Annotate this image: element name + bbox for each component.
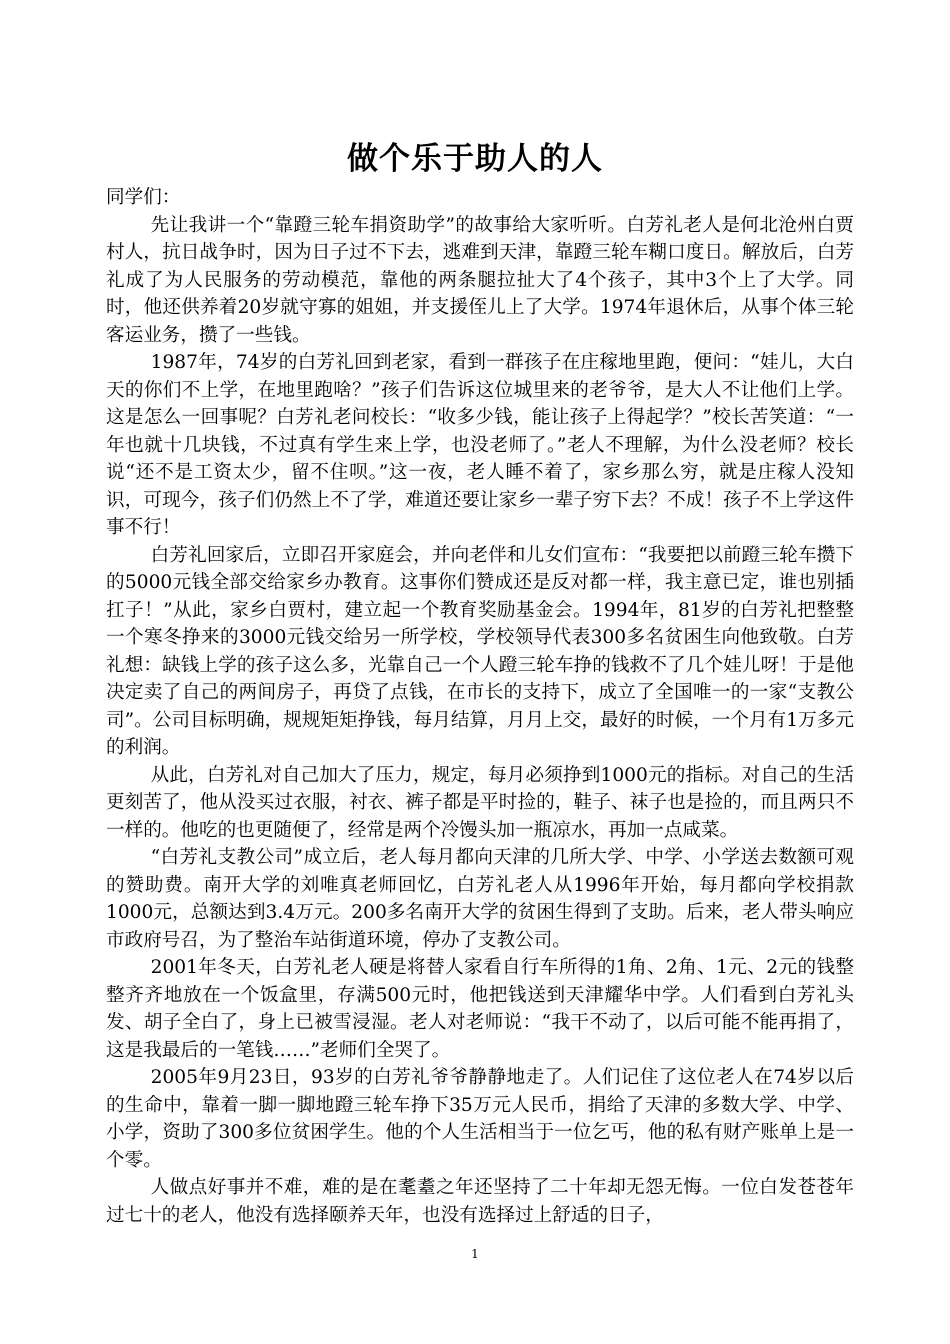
paragraph-8: 人做点好事并不难，难的是在耄耋之年还坚持了二十年却无怨无悔。一位白发苍苍年过七十的老人，他没有选择颐养天年，也没有选择过上舒适的日子， <box>106 1177 854 1226</box>
paragraph-7: 2005年9月23日，93岁的白芳礼爷爷静静地走了。人们记住了这位老人在74岁以后的生命中，靠着一脚一脚地蹬三轮车挣下35万元人民币，捐给了天津的多数大学、中学、小学，资助了300多位贫困学生。他的个人生活相当于一位乞丐，他的私有财产账单上是一个零。 <box>106 1067 854 1171</box>
document-title: 做个乐于助人的人 <box>347 140 603 177</box>
salutation: 同学们： <box>106 187 181 208</box>
paragraph-3: 白芳礼回家后，立即召开家庭会，并向老伴和儿女们宣布：“我要把以前蹬三轮车攒下的5000元钱全部交给家乡办教育。这事你们赞成还是反对都一样，我主意已定，谁也别插扛子！”从此，家乡白贾村，建立起一个教育奖励基金会。1994年，81岁的白芳礼把整整一个寒冬挣来的3000元钱交给另一所学校，学校领导代表300多名贫困生向他致敬。白芳礼想：缺钱上学的孩子这么多，光靠自己一个人蹬三轮车挣的钱救不了几个娃儿呀！于是他决定卖了自己的两间房子，再贷了点钱，在市长的支持下，成立了全国唯一的一家“支教公司”。公司目标明确，规规矩矩挣钱，每月结算，月月上交，最好的时候，一个月有1万多元的利润。 <box>106 544 854 758</box>
paragraph-6: 2001年冬天，白芳礼老人硬是将替人家看自行车所得的1角、2角、1元、2元的钱整整齐齐地放在一个饭盒里，存满500元时，他把钱送到天津耀华中学。人们看到白芳礼头发、胡子全白了，身上已被雪浸湿。老人对老师说：“我干不动了，以后可能不能再捐了，这是我最后的一笔钱……”老师们全哭了。 <box>106 957 854 1061</box>
paragraph-2: 1987年，74岁的白芳礼回到老家，看到一群孩子在庄稼地里跑，便问：“娃儿，大白天的你们不上学，在地里跑啥？”孩子们告诉这位城里来的老爷爷，是大人不让他们上学。这是怎么一回事呢？白芳礼老问校长：“收多少钱，能让孩子上得起学？”校长苦笑道：“一年也就十几块钱，不过真有学生来上学，也没老师了。”老人不理解，为什么没老师？校长说“还不是工资太少，留不住呗。”这一夜，老人睡不着了，家乡那么穷，就是庄稼人没知识，可现今，孩子们仍然上不了学，难道还要让家乡一辈子穷下去？不成！孩子不上学这件事不行！ <box>106 352 854 538</box>
page-number: 1 <box>471 1247 479 1261</box>
document-body <box>106 184 854 1229</box>
paragraph-1: 先让我讲一个“靠蹬三轮车捐资助学”的故事给大家听听。白芳礼老人是何北沧州白贾村人，抗日战争时，因为日子过不下去，逃难到天津，靠蹬三轮车糊口度日。解放后，白芳礼成了为人民服务的劳动模范，靠他的两条腿拉扯大了4个孩子，其中3个上了大学。同时，他还供养着20岁就守寡的姐姐，并支援侄儿上了大学。1974年退休后，从事个体三轮客运业务，攒了一些钱。 <box>106 214 854 346</box>
paragraph-4: 从此，白芳礼对自己加大了压力，规定，每月必须挣到1000元的指标。对自己的生活更刻苦了，他从没买过衣服，衬衣、裤子都是平时捡的，鞋子、袜子也是捡的，而且两只不一样的。他吃的也更随便了，经常是两个冷馒头加一瓶凉水，再加一点咸菜。 <box>106 764 854 841</box>
paragraph-5: “白芳礼支教公司”成立后，老人每月都向天津的几所大学、中学、小学送去数额可观的赞助费。南开大学的刘唯真老师回忆，白芳礼老人从1996年开始，每月都向学校捐款1000元，总额达到3.4万元。200多名南开大学的贫困生得到了支助。后来，老人带头响应市政府号召，为了整治车站街道环境，停办了支教公司。 <box>106 847 854 951</box>
